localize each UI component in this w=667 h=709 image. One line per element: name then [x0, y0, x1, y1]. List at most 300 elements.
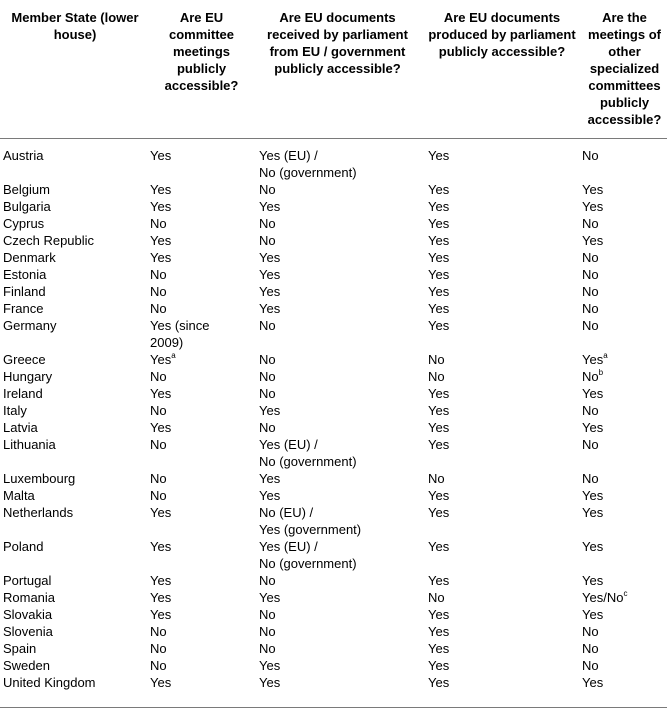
cell-text: Yes — [259, 284, 281, 299]
cell-text: Poland — [3, 539, 44, 554]
cell-text: Yes — [582, 539, 604, 554]
cell-other-committees — [582, 232, 667, 249]
cell-text: Finland — [3, 284, 46, 299]
cell-eu-committee-meetings — [150, 419, 253, 436]
cell-member-state — [0, 266, 150, 283]
cell-member-state — [0, 487, 150, 504]
cell-other-committees — [582, 640, 667, 657]
cell-text: Estonia — [3, 267, 47, 282]
cell-text: No — [259, 369, 276, 384]
cell-member-state — [0, 470, 150, 487]
cell-eu-documents-produced — [422, 283, 582, 300]
cell-text: Yes — [428, 216, 450, 231]
cell-text: Yes — [150, 675, 172, 690]
cell-text: Yes — [428, 607, 450, 622]
cell-eu-documents-produced — [422, 640, 582, 657]
table-row — [0, 385, 667, 402]
cell-text: Yes — [582, 675, 604, 690]
cell-text: Italy — [3, 403, 27, 418]
cell-text: Yes — [150, 607, 172, 622]
cell-text: Czech Republic — [3, 233, 95, 248]
cell-member-state — [0, 657, 150, 674]
table-row — [0, 249, 667, 266]
cell-text: No — [582, 624, 599, 639]
cell-eu-documents-produced — [422, 147, 582, 181]
cell-member-state — [0, 623, 150, 640]
cell-text: Yes — [150, 148, 172, 163]
table-row — [0, 402, 667, 419]
cell-member-state — [0, 640, 150, 657]
cell-eu-documents-produced — [422, 436, 582, 470]
cell-text: Yes — [582, 488, 604, 503]
cell-text: United Kingdom — [3, 675, 96, 690]
cell-member-state — [0, 215, 150, 232]
cell-text: Ireland — [3, 386, 43, 401]
cell-eu-documents-received — [253, 589, 422, 606]
cell-text: No — [582, 267, 599, 282]
cell-other-committees — [582, 589, 667, 606]
cell-text: Yes — [428, 301, 450, 316]
cell-text: No — [150, 284, 167, 299]
cell-eu-committee-meetings — [150, 385, 253, 402]
cell-text: Yes — [428, 539, 450, 554]
cell-other-committees — [582, 504, 667, 538]
cell-other-committees — [582, 147, 667, 181]
cell-text: Yes (EU) / — [259, 148, 318, 163]
cell-text: No — [150, 267, 167, 282]
cell-text: No — [582, 658, 599, 673]
cell-eu-committee-meetings — [150, 504, 253, 538]
cell-eu-documents-produced — [422, 232, 582, 249]
cell-eu-documents-received — [253, 215, 422, 232]
cell-other-committees — [582, 402, 667, 419]
cell-text: Yes (EU) / — [259, 437, 318, 452]
cell-other-committees — [582, 368, 667, 385]
cell-text: Austria — [3, 148, 44, 163]
cell-eu-documents-received — [253, 487, 422, 504]
cell-member-state — [0, 385, 150, 402]
cell-other-committees — [582, 419, 667, 436]
cell-text: Yes — [428, 318, 450, 333]
cell-eu-documents-produced — [422, 572, 582, 589]
cell-eu-documents-received — [253, 436, 422, 470]
cell-eu-documents-received — [253, 657, 422, 674]
table-row — [0, 504, 667, 538]
cell-text: Yes — [428, 233, 450, 248]
cell-text: Yes — [150, 352, 172, 367]
cell-text: Yes — [428, 505, 450, 520]
cell-text: Yes — [582, 199, 604, 214]
cell-eu-documents-received — [253, 198, 422, 215]
cell-text: Yes — [428, 641, 450, 656]
cell-eu-documents-produced — [422, 487, 582, 504]
cell-text: No — [428, 590, 445, 605]
cell-text: No — [582, 641, 599, 656]
cell-other-committees — [582, 623, 667, 640]
cell-other-committees — [582, 181, 667, 198]
cell-eu-documents-produced — [422, 249, 582, 266]
cell-text: Denmark — [3, 250, 56, 265]
cell-eu-committee-meetings — [150, 198, 253, 215]
cell-member-state — [0, 283, 150, 300]
cell-member-state — [0, 674, 150, 691]
cell-text: Yes — [428, 420, 450, 435]
cell-eu-documents-received — [253, 368, 422, 385]
cell-text: No (government) — [259, 454, 357, 469]
cell-text: Yes — [428, 199, 450, 214]
cell-eu-committee-meetings — [150, 249, 253, 266]
cell-text: Greece — [3, 352, 46, 367]
footnote-marker: a — [171, 350, 176, 360]
table-header — [0, 0, 667, 125]
cell-eu-committee-meetings — [150, 487, 253, 504]
table-row — [0, 606, 667, 623]
cell-eu-documents-received — [253, 470, 422, 487]
cell-eu-documents-produced — [422, 300, 582, 317]
cell-text: Yes — [259, 267, 281, 282]
cell-other-committees — [582, 674, 667, 691]
cell-eu-committee-meetings — [150, 606, 253, 623]
cell-text: No — [428, 352, 445, 367]
cell-text: Yes — [428, 250, 450, 265]
cell-eu-documents-produced — [422, 470, 582, 487]
cell-text: No — [150, 641, 167, 656]
cell-text: Belgium — [3, 182, 50, 197]
cell-text: No — [582, 250, 599, 265]
table-row — [0, 640, 667, 657]
cell-member-state — [0, 351, 150, 368]
cell-eu-documents-received — [253, 606, 422, 623]
cell-text: No — [259, 216, 276, 231]
cell-member-state — [0, 300, 150, 317]
cell-eu-documents-received — [253, 317, 422, 351]
cell-other-committees — [582, 572, 667, 589]
cell-eu-documents-produced — [422, 657, 582, 674]
cell-member-state — [0, 198, 150, 215]
cell-text: No — [428, 369, 445, 384]
cell-text: Yes — [428, 148, 450, 163]
cell-text: Portugal — [3, 573, 52, 588]
cell-text: No — [259, 318, 276, 333]
cell-text: Yes — [428, 267, 450, 282]
cell-text: Slovakia — [3, 607, 53, 622]
cell-text: No — [150, 216, 167, 231]
cell-eu-documents-received — [253, 419, 422, 436]
table-row — [0, 538, 667, 572]
cell-text: Lithuania — [3, 437, 56, 452]
cell-eu-documents-produced — [422, 215, 582, 232]
cell-text: Yes — [150, 386, 172, 401]
footnote-marker: b — [598, 367, 604, 377]
cell-text: No — [259, 641, 276, 656]
cell-text: Yes — [150, 233, 172, 248]
cell-eu-documents-produced — [422, 504, 582, 538]
cell-member-state — [0, 504, 150, 538]
cell-text: Yes — [428, 675, 450, 690]
cell-eu-documents-received — [253, 402, 422, 419]
cell-text: 2009) — [150, 335, 184, 350]
cell-eu-documents-produced — [422, 538, 582, 572]
cell-text: Yes — [428, 624, 450, 639]
cell-text: No — [582, 369, 599, 384]
cell-eu-committee-meetings — [150, 538, 253, 572]
cell-member-state — [0, 249, 150, 266]
cell-text: No — [582, 318, 599, 333]
cell-text: Luxembourg — [3, 471, 76, 486]
cell-eu-documents-received — [253, 232, 422, 249]
cell-other-committees — [582, 538, 667, 572]
table-row — [0, 572, 667, 589]
cell-text: Yes (government) — [259, 522, 362, 537]
cell-eu-committee-meetings — [150, 283, 253, 300]
footnote-marker: c — [623, 588, 628, 598]
cell-text: Yes (EU) / — [259, 539, 318, 554]
cell-eu-documents-produced — [422, 368, 582, 385]
cell-text: No — [428, 471, 445, 486]
cell-eu-documents-received — [253, 181, 422, 198]
cell-text: Malta — [3, 488, 35, 503]
cell-eu-documents-received — [253, 385, 422, 402]
cell-member-state — [0, 232, 150, 249]
table-row — [0, 657, 667, 674]
header-member-state: Member State (lower house) — [11, 10, 139, 42]
table-row — [0, 419, 667, 436]
table-row — [0, 300, 667, 317]
cell-eu-committee-meetings — [150, 436, 253, 470]
cell-other-committees — [582, 249, 667, 266]
cell-eu-committee-meetings — [150, 640, 253, 657]
cell-eu-documents-received — [253, 538, 422, 572]
cell-eu-documents-produced — [422, 606, 582, 623]
cell-text: Yes — [150, 250, 172, 265]
cell-text: Yes — [259, 199, 281, 214]
cell-text: No — [259, 624, 276, 639]
cell-eu-documents-produced — [422, 674, 582, 691]
cell-text: No — [259, 573, 276, 588]
cell-other-committees — [582, 198, 667, 215]
cell-eu-committee-meetings — [150, 674, 253, 691]
cell-text: Yes/No — [582, 590, 624, 605]
cell-text: No — [150, 403, 167, 418]
cell-other-committees — [582, 283, 667, 300]
cell-text: Latvia — [3, 420, 38, 435]
cell-eu-documents-produced — [422, 317, 582, 351]
cell-text: Yes — [428, 488, 450, 503]
cell-other-committees — [582, 317, 667, 351]
cell-member-state — [0, 436, 150, 470]
cell-text: Yes — [428, 403, 450, 418]
cell-eu-documents-produced — [422, 181, 582, 198]
cell-other-committees — [582, 351, 667, 368]
cell-text: No (government) — [259, 165, 357, 180]
cell-other-committees — [582, 606, 667, 623]
table-row — [0, 215, 667, 232]
cell-text: Cyprus — [3, 216, 45, 231]
cell-eu-committee-meetings — [150, 232, 253, 249]
cell-member-state — [0, 606, 150, 623]
table-row — [0, 181, 667, 198]
table-row — [0, 487, 667, 504]
table-row — [0, 232, 667, 249]
cell-eu-committee-meetings — [150, 470, 253, 487]
cell-text: Yes — [259, 301, 281, 316]
table-row — [0, 674, 667, 691]
cell-eu-committee-meetings — [150, 402, 253, 419]
cell-member-state — [0, 317, 150, 351]
cell-eu-documents-produced — [422, 266, 582, 283]
cell-text: France — [3, 301, 44, 316]
cell-other-committees — [582, 300, 667, 317]
cell-eu-documents-produced — [422, 419, 582, 436]
cell-text: Yes — [582, 573, 604, 588]
cell-eu-documents-produced — [422, 198, 582, 215]
cell-text: Yes — [150, 539, 172, 554]
table-row — [0, 147, 667, 181]
cell-member-state — [0, 181, 150, 198]
cell-text: No — [582, 301, 599, 316]
cell-text: Yes — [582, 352, 604, 367]
cell-text: No — [150, 301, 167, 316]
table-row — [0, 589, 667, 606]
cell-eu-committee-meetings — [150, 572, 253, 589]
header-other-committees: Are the meetings of other specialized committees publicly accessible? — [587, 10, 662, 127]
cell-text: Spain — [3, 641, 37, 656]
table-row — [0, 436, 667, 470]
cell-text: Yes — [150, 573, 172, 588]
cell-text: No — [259, 233, 276, 248]
cell-text: Yes — [259, 590, 281, 605]
cell-eu-committee-meetings — [150, 623, 253, 640]
cell-text: Slovenia — [3, 624, 53, 639]
cell-text: Yes — [259, 675, 281, 690]
cell-text: No — [150, 471, 167, 486]
cell-text: No (government) — [259, 556, 357, 571]
cell-eu-documents-received — [253, 351, 422, 368]
cell-text: Hungary — [3, 369, 53, 384]
cell-text: Yes — [150, 505, 172, 520]
cell-member-state — [0, 419, 150, 436]
cell-text: Yes — [150, 420, 172, 435]
cell-eu-documents-received — [253, 674, 422, 691]
cell-text: Yes — [428, 658, 450, 673]
cell-text: No — [582, 148, 599, 163]
cell-text: Yes — [428, 386, 450, 401]
bottom-rule — [0, 707, 667, 708]
header-eu-committee-meetings: Are EU committee meetings publicly accessible? — [164, 10, 239, 93]
table-row — [0, 368, 667, 385]
cell-other-committees — [582, 436, 667, 470]
footnote-marker: a — [603, 350, 608, 360]
cell-eu-committee-meetings — [150, 368, 253, 385]
cell-text: No — [150, 369, 167, 384]
cell-member-state — [0, 538, 150, 572]
cell-text: No — [582, 403, 599, 418]
cell-text: Yes — [259, 250, 281, 265]
cell-member-state — [0, 368, 150, 385]
cell-eu-documents-received — [253, 283, 422, 300]
cell-text: Yes — [582, 420, 604, 435]
cell-text: Yes — [582, 607, 604, 622]
cell-text: Yes — [150, 590, 172, 605]
cell-text: Germany — [3, 318, 57, 333]
table-row — [0, 317, 667, 351]
table-row — [0, 351, 667, 368]
cell-eu-committee-meetings — [150, 317, 253, 351]
cell-eu-committee-meetings — [150, 147, 253, 181]
cell-eu-documents-received — [253, 266, 422, 283]
cell-text: No — [150, 624, 167, 639]
cell-other-committees — [582, 657, 667, 674]
cell-text: Yes — [428, 182, 450, 197]
cell-text: Yes — [582, 505, 604, 520]
cell-eu-documents-produced — [422, 385, 582, 402]
table-body — [0, 139, 667, 691]
cell-eu-documents-received — [253, 640, 422, 657]
table-row — [0, 266, 667, 283]
cell-eu-documents-received — [253, 147, 422, 181]
cell-eu-committee-meetings — [150, 351, 253, 368]
cell-text: Bulgaria — [3, 199, 51, 214]
cell-text: No — [259, 607, 276, 622]
cell-text: Romania — [3, 590, 56, 605]
cell-text: No — [259, 420, 276, 435]
cell-eu-committee-meetings — [150, 266, 253, 283]
cell-member-state — [0, 572, 150, 589]
cell-eu-committee-meetings — [150, 657, 253, 674]
cell-text: No — [259, 182, 276, 197]
cell-text: No — [582, 216, 599, 231]
cell-member-state — [0, 589, 150, 606]
cell-other-committees — [582, 487, 667, 504]
cell-eu-committee-meetings — [150, 215, 253, 232]
cell-text: Yes — [259, 658, 281, 673]
cell-eu-documents-received — [253, 504, 422, 538]
cell-member-state — [0, 402, 150, 419]
cell-text: No — [259, 352, 276, 367]
cell-eu-documents-received — [253, 249, 422, 266]
cell-eu-documents-produced — [422, 402, 582, 419]
cell-text: Netherlands — [3, 505, 74, 520]
cell-text: No — [582, 284, 599, 299]
cell-other-committees — [582, 266, 667, 283]
table-row — [0, 623, 667, 640]
cell-text: Yes (since — [150, 318, 210, 333]
cell-other-committees — [582, 215, 667, 232]
cell-text: No (EU) / — [259, 505, 314, 520]
cell-other-committees — [582, 385, 667, 402]
cell-text: Yes — [259, 471, 281, 486]
cell-eu-documents-received — [253, 300, 422, 317]
cell-text: Yes — [582, 233, 604, 248]
cell-text: Yes — [428, 284, 450, 299]
table-row — [0, 470, 667, 487]
cell-eu-committee-meetings — [150, 300, 253, 317]
cell-member-state — [0, 147, 150, 181]
cell-eu-committee-meetings — [150, 181, 253, 198]
cell-text: No — [582, 437, 599, 452]
cell-text: No — [259, 386, 276, 401]
header-eu-documents-produced: Are EU documents produced by parliament publicly accessible? — [428, 10, 576, 59]
cell-eu-documents-received — [253, 572, 422, 589]
cell-text: Yes — [582, 182, 604, 197]
cell-eu-documents-produced — [422, 623, 582, 640]
cell-other-committees — [582, 470, 667, 487]
cell-text: No — [150, 437, 167, 452]
cell-text: No — [150, 658, 167, 673]
cell-text: No — [150, 488, 167, 503]
cell-text: Yes — [150, 182, 172, 197]
cell-text: No — [582, 471, 599, 486]
